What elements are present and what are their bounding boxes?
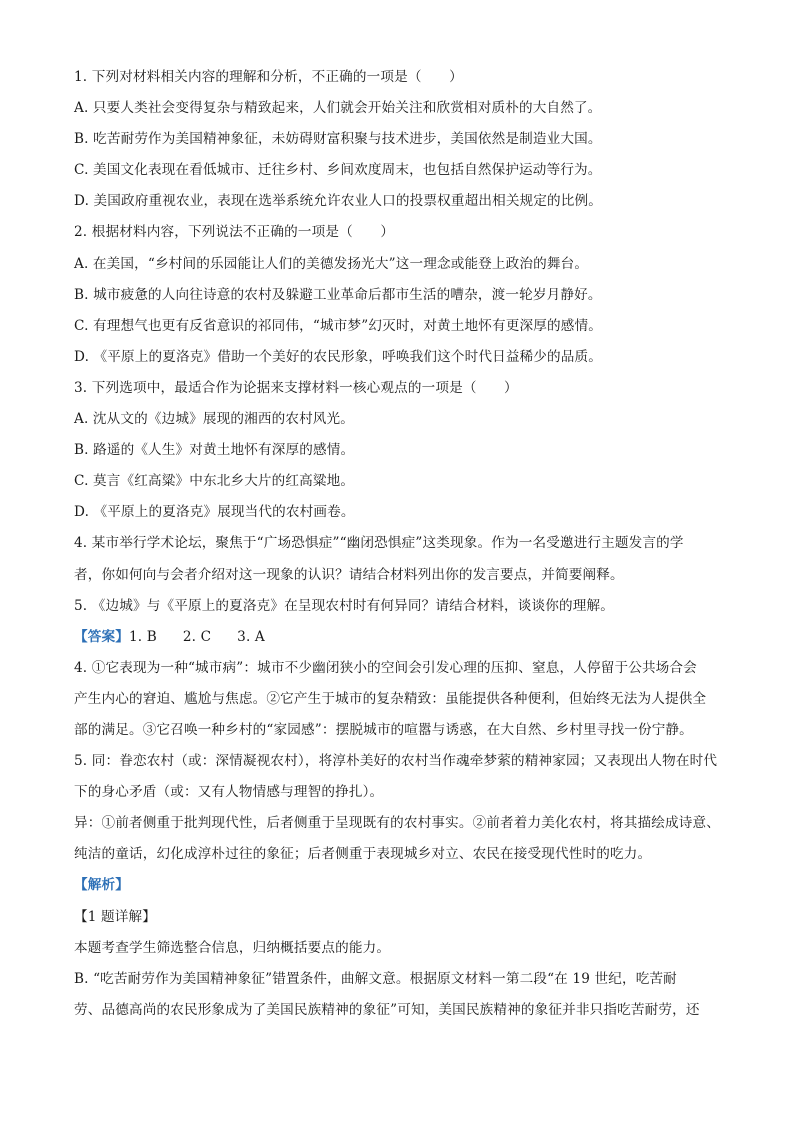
q5-stem: 5. 《边城》与《平原上的夏洛克》在呈现农村时有何异同？请结合材料，谈谈你的理解。 <box>74 597 615 614</box>
answer-5-line-1: 5. 同：眷恋农村（或：深情凝视农村），将淳朴美好的农村当作魂牵梦萦的精神家园；又表现出人物在时代 <box>74 753 718 770</box>
q1-option-c: C. 美国文化表现在看低城市、迁往乡村、乡间欢度周末，也包括自然保护运动等行为。 <box>74 162 602 179</box>
q3-option-a: A. 沈从文的《边城》展现的湘西的农村风光。 <box>74 411 355 428</box>
q2-option-a: A. 在美国，“乡村间的乐园能让人们的美德发扬光大”这一理念或能登上政治的舞台。 <box>74 255 589 272</box>
analysis-tag: 【解析】 <box>74 877 129 894</box>
q3-option-c: C. 莫言《红高粱》中东北乡大片的红高粱地。 <box>74 473 355 490</box>
q3-stem: 3. 下列选项中，最适合作为论据来支撑材料一核心观点的一项是（ ） <box>74 379 518 396</box>
answer-4-line-2: 产生内心的窘迫、尴尬与焦虑。②它产生于城市的复杂精致：虽能提供各种便利，但始终无法为人提供全 <box>74 690 707 707</box>
q2-stem: 2. 根据材料内容，下列说法不正确的一项是（ ） <box>74 224 395 241</box>
answer-5-line-2: 下的身心矛盾（或：又有人物情感与理智的挣扎）。 <box>74 784 384 801</box>
answer-3: 3. A <box>237 628 265 645</box>
analysis-paragraph-1: 本题考查学生筛选整合信息，归纳概括要点的能力。 <box>74 939 391 956</box>
q1-option-b: B. 吃苦耐劳作为美国精神象征，未妨碍财富积聚与技术进步，美国依然是制造业大国。 <box>74 131 602 148</box>
answer-5-line-3: 异：①前者侧重于批判现代性，后者侧重于呈现既有的农村事实。②前者着力美化农村，将其描绘成诗意、 <box>74 815 720 832</box>
q4-stem-line-1: 4. 某市举行学术论坛，聚焦于“广场恐惧症”“幽闭恐惧症”这类现象。作为一名受邀进行主题发言的学 <box>74 535 684 552</box>
q2-option-c: C. 有理想气也更有反省意识的祁同伟，“城市梦”幻灭时，对黄土地怀有更深厚的感情。 <box>74 317 602 334</box>
document-body <box>74 62 734 1026</box>
q2-option-b: B. 城市疲惫的人向往诗意的农村及躲避工业革命后都市生活的嘈杂，渡一轮岁月静好。 <box>74 286 602 303</box>
answer-1: 1. B <box>128 628 157 645</box>
analysis-subheading-q1: 【1 题详解】 <box>74 908 156 925</box>
q1-option-a: A. 只要人类社会变得复杂与精致起来，人们就会开始关注和欣赏相对质朴的大自然了。 <box>74 100 602 117</box>
q1-option-d: D. 美国政府重视农业，表现在选举系统允许农业人口的投票权重超出相关规定的比例。 <box>74 193 603 210</box>
q3-option-d: D. 《平原上的夏洛克》展现当代的农村画卷。 <box>74 504 355 521</box>
answer-2: 2. C <box>182 628 212 645</box>
answer-4-line-1: 4. ①它表现为一种“城市病”：城市不少幽闭狭小的空间会引发心理的压抑、窒息，人停留于公共场合会 <box>74 659 697 676</box>
q1-stem: 1. 下列对材料相关内容的理解和分析，不正确的一项是（ ） <box>74 69 463 85</box>
q3-option-b: B. 路遥的《人生》对黄土地怀有深厚的感情。 <box>74 442 355 459</box>
answer-5-line-4: 纯洁的童话，幻化成淳朴过往的象征；后者侧重于表现城乡对立、农民在接受现代性时的吃力。 <box>74 846 652 863</box>
q4-stem-line-2: 者，你如何向与会者介绍对这一现象的认识？请结合材料列出你的发言要点，并简要阐释。 <box>74 566 624 583</box>
analysis-paragraph-2-line-2: 劳、品德高尚的农民形象成为了美国民族精神的象征”可知，美国民族精神的象征并非只指吃苦耐劳，还 <box>74 1001 700 1018</box>
q2-option-d: D. 《平原上的夏洛克》借助一个美好的农民形象，呼唤我们这个时代日益稀少的品质。 <box>74 348 603 365</box>
answer-keys <box>74 622 734 653</box>
answer-tag: 【答案】 <box>74 628 129 645</box>
analysis-paragraph-2-line-1: B. “吃苦耐劳作为美国精神象征”错置条件，曲解文意。根据原文材料一第二段“在 19 世纪，吃苦耐 <box>74 970 677 987</box>
answer-4-line-3: 部的满足。③它召唤一种乡村的“家园感”：摆脱城市的喧嚣与诱惑，在大自然、乡村里寻找一份宁静。 <box>74 721 693 738</box>
